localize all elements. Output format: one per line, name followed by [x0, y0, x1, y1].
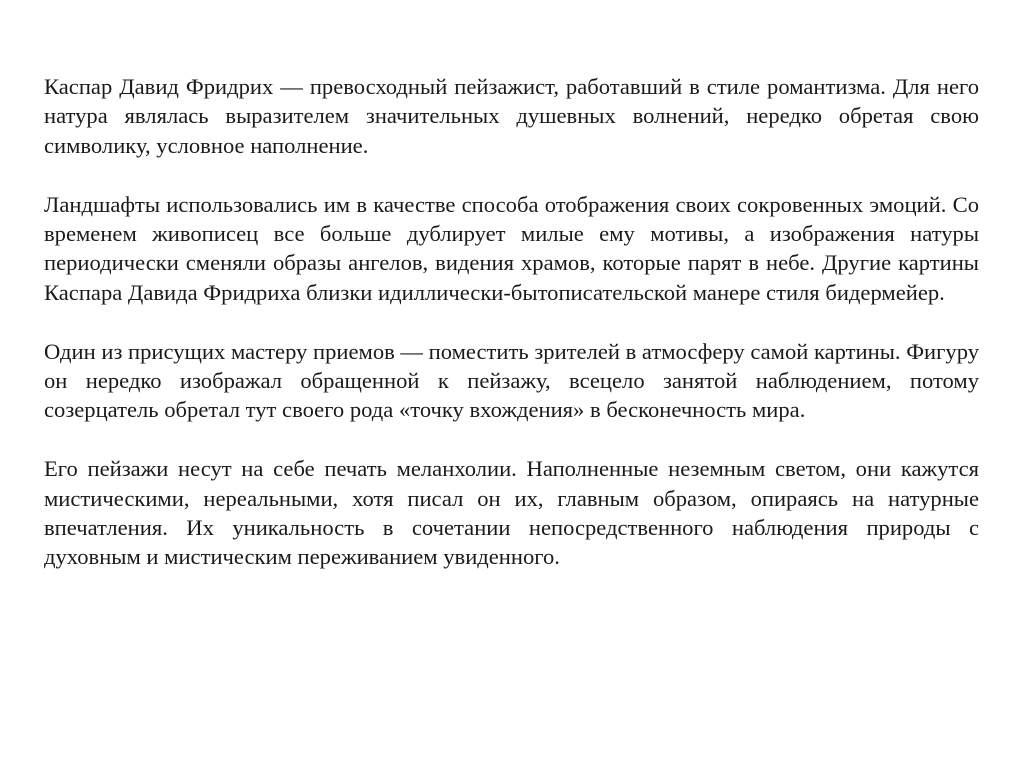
paragraph-1: Каспар Давид Фридрих — превосходный пейзажист, работавший в стиле романтизма. Для него натура являлась выразителем значительных душевных волнений, нередко обретая свою символику, условное наполнение. [44, 74, 979, 158]
paragraph-3: Один из присущих мастеру приемов — поместить зрителей в атмосферу самой картины. Фигуру он нередко изображал обращенной к пейзажу, всецело занятой наблюдением, потому созерцатель обретал тут своего рода «точку вхождения» в бесконечность мира. [44, 338, 979, 423]
paragraph-4: Его пейзажи несут на себе печать меланхолии. Наполненные неземным светом, они кажутся мистическими, нереальными, хотя писал он их, главным образом, опираясь на натурные впечатления. Их уникальность в сочетании непосредственного наблюдения природы с духовным и мистическим переживанием увиденного. [44, 456, 979, 570]
text-block [44, 72, 979, 572]
paragraph-2: Ландшафты использовались им в качестве способа отображения своих сокровенных эмоций. Со временем живописец все больше дублирует милые ему мотивы, а изображения натуры периодически сменяли образы ангелов, видения храмов, которые парят в небе. Другие картины Каспара Давида Фридриха близки идиллически-бытописательской манере стиля бидермейер. [44, 191, 979, 305]
